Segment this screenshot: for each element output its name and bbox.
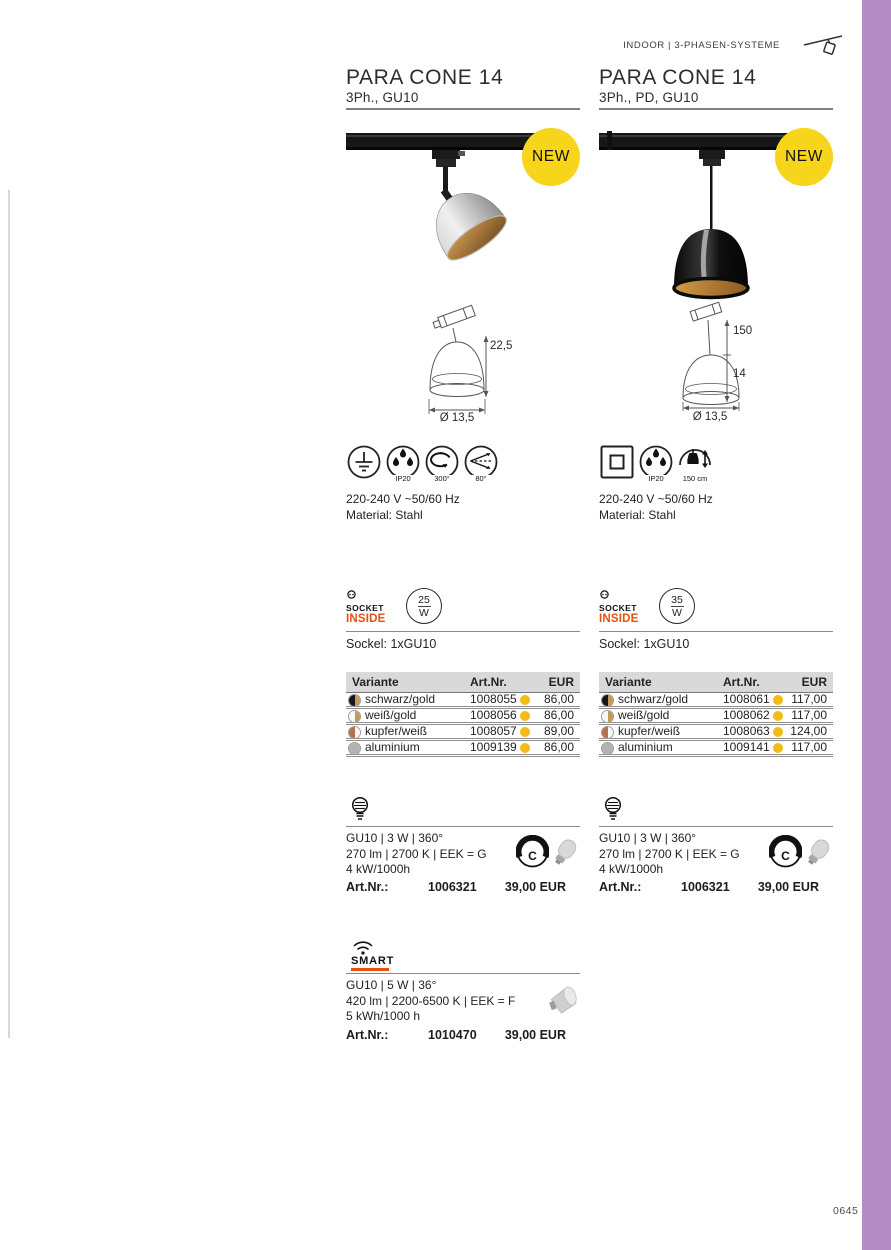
dim-height-label: 22,5 xyxy=(490,340,513,352)
table-row xyxy=(599,725,833,741)
product-subtitle: 3Ph., GU10 xyxy=(346,90,419,105)
socket-inside-logo xyxy=(346,586,394,625)
lamp-spec-line: 420 lm | 2200-6500 K | EEK = F xyxy=(346,993,516,1008)
socket-glyph xyxy=(346,590,357,599)
table-row xyxy=(346,725,580,741)
socket-spec: Sockel: 1xGU10 xyxy=(346,637,437,651)
availability-dot xyxy=(773,695,783,705)
beam-angle-icon xyxy=(463,444,499,488)
pendant-length-icon xyxy=(677,444,713,488)
product-photo xyxy=(346,126,580,300)
lamp-spec-line: GU10 | 3 W | 360° xyxy=(346,831,444,845)
availability-dot xyxy=(520,695,530,705)
dimension-drawing xyxy=(400,298,530,428)
gu10-lamp-photo xyxy=(544,984,580,1016)
lamp-specs xyxy=(599,831,740,878)
dimmer-class-label: C xyxy=(528,849,537,863)
product-header xyxy=(599,67,833,110)
lamp-spec-line: 4 kW/1000h xyxy=(599,862,664,876)
variant-name: weiß/gold xyxy=(365,708,417,722)
smart-lamp-specs xyxy=(346,978,515,1025)
variant-price: 86,00 xyxy=(543,708,574,722)
dimension-sketch xyxy=(655,298,785,428)
variant-artnr: 1008061 xyxy=(723,692,770,706)
socket-logo-line1: SOCKET xyxy=(346,603,384,613)
protection-class-2-icon xyxy=(599,444,635,488)
lamp-article-row xyxy=(346,880,566,894)
socket-logo-line1: SOCKET xyxy=(599,603,637,613)
material-text: Material: Stahl xyxy=(346,507,423,522)
variant-artnr: 1009141 xyxy=(723,740,770,754)
wattage-value: 35 xyxy=(671,593,683,606)
color-swatch xyxy=(348,726,361,739)
divider xyxy=(346,108,580,110)
lamp-article-row xyxy=(599,880,819,894)
color-swatch xyxy=(601,710,614,723)
ip-rating-icon xyxy=(638,444,674,488)
socket-logo-line2: INSIDE xyxy=(346,613,386,625)
variant-name: kupfer/weiß xyxy=(618,724,681,738)
variant-artnr: 1008063 xyxy=(723,724,770,738)
page-edge-line xyxy=(8,190,10,1038)
lamp-spec-line: 4 kW/1000h xyxy=(346,862,411,876)
smart-logo xyxy=(351,955,394,971)
availability-dot xyxy=(773,743,783,753)
electrical-specs xyxy=(599,492,713,523)
socket-spec: Sockel: 1xGU10 xyxy=(599,637,690,651)
variant-name: aluminium xyxy=(618,740,673,754)
product-column-spot xyxy=(346,0,580,1250)
voltage-text: 220-240 V ~50/60 Hz xyxy=(599,492,713,506)
table-row xyxy=(599,709,833,725)
availability-dot xyxy=(773,711,783,721)
product-photo xyxy=(599,126,833,300)
variant-table-header xyxy=(346,672,580,693)
lamp-spec-line: 270 lm | 2700 K | EEK = G xyxy=(599,846,740,861)
pendant-length-label: 150 cm xyxy=(673,475,717,483)
feature-icons xyxy=(346,444,499,488)
new-badge: NEW xyxy=(522,128,580,186)
variant-artnr: 1009139 xyxy=(470,740,517,754)
dimension-drawing xyxy=(655,298,785,428)
electrical-specs xyxy=(346,492,460,523)
artnr-label: Art.Nr.: xyxy=(599,880,642,894)
variant-table xyxy=(599,672,833,757)
variant-price: 117,00 xyxy=(791,708,827,722)
wattage-unit: W xyxy=(419,606,429,619)
lamp-spec-line: 270 lm | 2700 K | EEK = G xyxy=(346,846,487,861)
dimmable-icon xyxy=(516,835,549,868)
availability-dot xyxy=(520,727,530,737)
ip-rating-label: IP20 xyxy=(634,475,678,483)
variant-name: weiß/gold xyxy=(618,708,670,722)
artnr-label: Art.Nr.: xyxy=(346,880,389,894)
divider xyxy=(599,631,833,632)
availability-dot xyxy=(520,711,530,721)
smart-article-row xyxy=(346,1028,566,1042)
accent-stripe xyxy=(862,0,891,1250)
variant-name: schwarz/gold xyxy=(365,692,436,706)
variant-price: 86,00 xyxy=(543,740,574,754)
bulb-icon xyxy=(351,796,369,822)
ip-rating-label: IP20 xyxy=(381,475,425,483)
table-row xyxy=(346,741,580,757)
divider xyxy=(599,826,833,827)
new-badge: NEW xyxy=(775,128,833,186)
rotation-icon xyxy=(424,444,460,488)
variant-price: 89,00 xyxy=(543,724,574,738)
variant-artnr: 1008056 xyxy=(470,708,517,722)
availability-dot xyxy=(520,743,530,753)
availability-dot xyxy=(773,727,783,737)
beam-angle-label: 80° xyxy=(459,475,503,483)
color-swatch xyxy=(601,694,614,707)
variant-price: 117,00 xyxy=(791,692,827,706)
lamp-photo xyxy=(805,838,831,868)
dim-cord-label: 150 xyxy=(733,325,753,337)
smart-logo-underline xyxy=(351,968,389,971)
variant-artnr: 1008057 xyxy=(470,724,517,738)
color-swatch xyxy=(601,726,614,739)
col-eur: EUR xyxy=(801,675,827,689)
artnr-label: Art.Nr.: xyxy=(346,1028,389,1042)
wifi-icon xyxy=(352,940,374,955)
dim-diameter-label: Ø 13,5 xyxy=(439,412,475,424)
dim-diameter-label: Ø 13,5 xyxy=(692,411,728,423)
lamp-price: 39,00 EUR xyxy=(504,880,566,894)
lamp-specs xyxy=(346,831,487,878)
variant-name: schwarz/gold xyxy=(618,692,689,706)
divider xyxy=(346,973,580,974)
product-header xyxy=(346,67,580,110)
table-row xyxy=(599,693,833,709)
product-column-pendant xyxy=(599,0,833,1250)
table-row xyxy=(346,709,580,725)
wattage-value: 25 xyxy=(418,593,430,606)
product-subtitle: 3Ph., PD, GU10 xyxy=(599,90,699,105)
socket-inside-logo xyxy=(599,586,647,625)
artnr-value: 1006321 xyxy=(681,880,730,894)
col-variante: Variante xyxy=(352,675,399,689)
lamp-spec-line: GU10 | 5 W | 36° xyxy=(346,978,437,992)
socket-inside-row xyxy=(346,586,442,625)
dimmer-class-label: C xyxy=(781,849,790,863)
variant-price: 86,00 xyxy=(543,692,574,706)
artnr-value: 1010470 xyxy=(428,1028,477,1042)
ip-rating-icon xyxy=(385,444,421,488)
rotation-label: 300° xyxy=(420,475,464,483)
lamp-price: 39,00 EUR xyxy=(504,1028,566,1042)
page-number: 0645 xyxy=(833,1205,859,1217)
lamp-spec-line: GU10 | 3 W | 360° xyxy=(599,831,697,845)
lamp-spec-line: 5 kWh/1000 h xyxy=(346,1009,421,1023)
variant-table-header xyxy=(599,672,833,693)
variant-price: 117,00 xyxy=(791,740,827,754)
color-swatch xyxy=(348,710,361,723)
protection-earth-icon xyxy=(346,444,382,488)
socket-logo-line2: INSIDE xyxy=(599,613,639,625)
lamp-photo xyxy=(552,838,578,868)
dimmable-icon xyxy=(769,835,802,868)
divider xyxy=(346,631,580,632)
product-title: PARA CONE 14 xyxy=(599,66,757,89)
divider xyxy=(599,108,833,110)
color-swatch xyxy=(348,694,361,707)
col-artnr: Art.Nr. xyxy=(723,675,760,689)
col-variante: Variante xyxy=(605,675,652,689)
variant-price: 124,00 xyxy=(790,724,827,738)
variant-name: kupfer/weiß xyxy=(365,724,428,738)
variant-table xyxy=(346,672,580,757)
breadcrumb: INDOOR | 3-PHASEN-SYSTEME xyxy=(623,40,780,51)
variant-name: aluminium xyxy=(365,740,420,754)
table-row xyxy=(346,693,580,709)
material-text: Material: Stahl xyxy=(599,507,676,522)
divider xyxy=(346,826,580,827)
dimension-sketch xyxy=(400,298,530,428)
table-row xyxy=(599,741,833,757)
artnr-value: 1006321 xyxy=(428,880,477,894)
socket-inside-row xyxy=(599,586,695,625)
socket-glyph xyxy=(599,590,610,599)
color-swatch xyxy=(348,742,361,755)
feature-icons xyxy=(599,444,713,488)
smart-logo-text: SMART xyxy=(351,955,395,967)
variant-artnr: 1008062 xyxy=(723,708,770,722)
bulb-icon xyxy=(604,796,622,822)
voltage-text: 220-240 V ~50/60 Hz xyxy=(346,492,460,506)
col-eur: EUR xyxy=(548,675,574,689)
color-swatch xyxy=(601,742,614,755)
col-artnr: Art.Nr. xyxy=(470,675,507,689)
lamp-price: 39,00 EUR xyxy=(757,880,819,894)
max-wattage-badge xyxy=(406,588,442,624)
variant-artnr: 1008055 xyxy=(470,692,517,706)
max-wattage-badge xyxy=(659,588,695,624)
product-title: PARA CONE 14 xyxy=(346,66,504,89)
wattage-unit: W xyxy=(672,606,682,619)
dim-height-label: 14 xyxy=(733,368,746,380)
